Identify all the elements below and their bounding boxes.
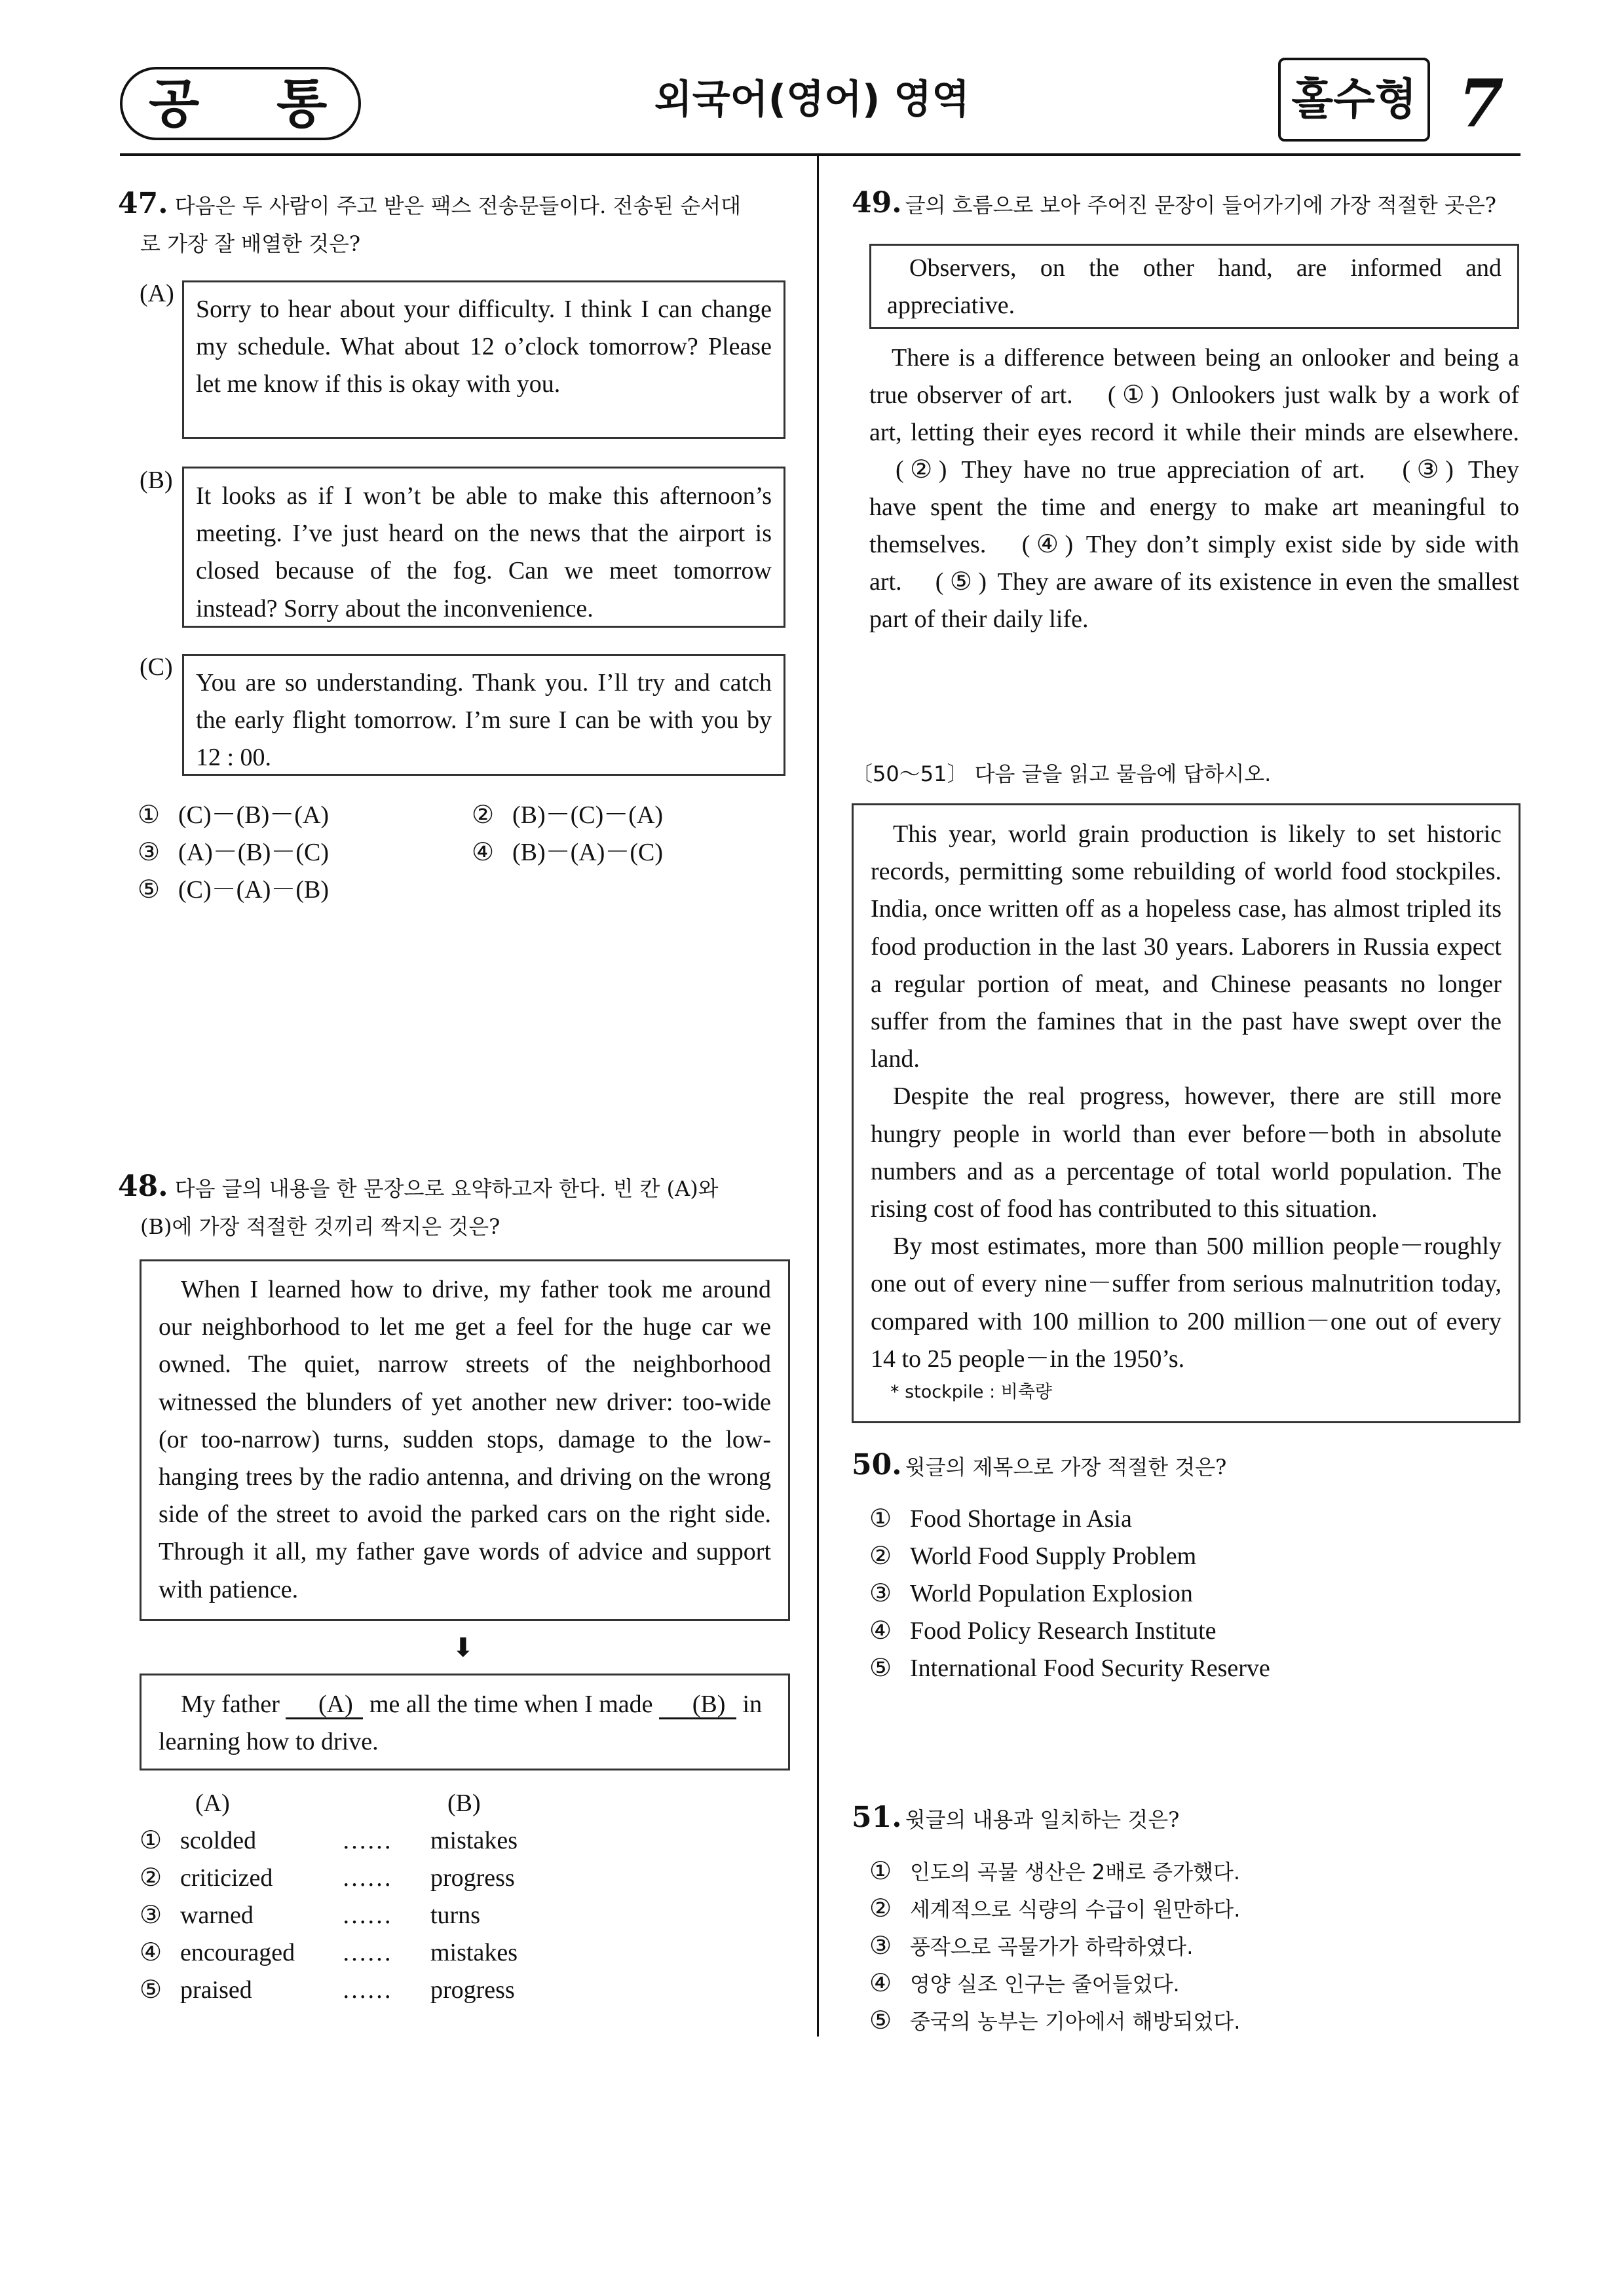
choice-number: ④ [869, 1970, 892, 1997]
header-rule [120, 153, 1520, 156]
choice-text: World Population Explosion [910, 1580, 1193, 1607]
choice-48-3[interactable] [140, 1897, 480, 1934]
dots: …… [342, 1827, 392, 1854]
form-type-box: 홀수형 [1278, 58, 1430, 142]
choice-50-1[interactable] [869, 1501, 1132, 1538]
choice-47-5[interactable] [138, 871, 329, 909]
footnote: * stockpile : 비축량 [890, 1382, 1052, 1403]
subject-char-2: 통 [276, 73, 328, 134]
summary-box [140, 1674, 790, 1770]
choice-number: ⑤ [138, 876, 161, 904]
fax-c-text: You are so understanding. Thank you. I’ll try and catch the early flight tomorrow. I’m sure I can be with you by 12 : 00. [196, 669, 772, 772]
fax-a-box [182, 280, 785, 439]
question-prompt-line-1: 다음은 두 사람이 주고 받은 팩스 전송문들이다. 전송된 순서대 [174, 193, 742, 218]
q48-passage-text: When I learned how to drive, my father took me around our neighborhood to let me get a feel for the huge car we owned. The quiet, narrow streets of the neighborhood witnessed the blunders of yet another new driver: too-wide (or too-narrow) turns, sudden stops, damage to the low-hanging trees by the radio antenna, and driving on the wrong side of the street to avoid the parked cars on the right side. Through it all, my father gave words of advice and support with patience. [159, 1276, 771, 1603]
choice-text: World Food Supply Problem [910, 1542, 1197, 1570]
question-number: 51. [852, 1801, 902, 1834]
choice-text: (C)－(B)－(A) [178, 801, 330, 829]
given-sentence: Observers, on the other hand, are informed and appreciative. [887, 254, 1501, 320]
choice-number: ③ [140, 1902, 162, 1929]
choice-50-3[interactable] [869, 1575, 1193, 1613]
choice-number: ④ [472, 839, 495, 866]
choice-a: warned [180, 1902, 254, 1929]
fax-b-box [182, 467, 785, 628]
choice-a: criticized [180, 1864, 273, 1892]
choice-text: 인도의 곡물 생산은 2배로 증가했다. [910, 1860, 1240, 1885]
question-prompt: 윗글의 내용과 일치하는 것은? [905, 1807, 1180, 1832]
choice-48-1[interactable] [140, 1822, 518, 1860]
fax-c-label: (C) [140, 653, 173, 681]
choice-48-5[interactable] [140, 1972, 515, 2009]
page-header [0, 0, 1624, 157]
q49-sentence-4: They don’t simply exist side by side with art. [869, 531, 1519, 596]
fax-b-text: It looks as if I won’t be able to make this afternoon’s meeting. I’ve just heard on the news that the airport is closed because of the fog. Can we meet tomorrow instead? Sorry about the inconvenience. [196, 482, 772, 622]
insertion-marker-3[interactable]: ( ③ ) [1402, 456, 1454, 484]
choice-number: ⑤ [140, 1976, 162, 2004]
choice-number: ② [869, 1895, 892, 1923]
choice-number: ① [140, 1827, 162, 1854]
column-divider [817, 156, 819, 2037]
question-prompt-line-2: 로 가장 잘 배열한 것은? [140, 231, 361, 256]
q49-sentence-5: They are aware of its existence in even the smallest part of their daily life. [869, 568, 1519, 633]
fax-c-box [182, 654, 785, 776]
choice-48-2[interactable] [140, 1860, 515, 1897]
passage-paragraph-3: By most estimates, more than 500 million people－roughly one out of every nine－suffer from serious malnutrition today, compared with 100 million to 200 million－one out of every 14 to 25 people－in the 1950’s. [871, 1233, 1501, 1373]
q49-sentence-0: There is a difference between being an onlooker and being a true observer of art. [869, 344, 1519, 409]
choice-51-5[interactable] [869, 2002, 1240, 2040]
col-header-a: (A) [195, 1789, 230, 1817]
fax-b-label: (B) [140, 467, 173, 494]
col-header-b: (B) [447, 1789, 481, 1817]
choice-50-4[interactable] [869, 1613, 1217, 1650]
fax-a-label: (A) [140, 280, 174, 307]
summary-text-2: me all the time when I made [369, 1691, 653, 1718]
dots: …… [342, 1939, 392, 1966]
q49-sentence-2: They have no true appreciation of art. [961, 456, 1365, 484]
choice-b: progress [430, 1864, 515, 1892]
question-48 [118, 1168, 793, 1246]
choice-51-2[interactable] [869, 1890, 1240, 1928]
question-prompt: 윗글의 제목으로 가장 적절한 것은? [905, 1455, 1227, 1480]
question-50 [852, 1448, 1226, 1486]
choice-47-2[interactable] [472, 797, 663, 834]
insertion-marker-4[interactable]: ( ④ ) [1021, 531, 1074, 558]
choice-text: (A)－(B)－(C) [178, 839, 330, 866]
choice-50-5[interactable] [869, 1650, 1270, 1687]
choice-47-1[interactable] [138, 797, 329, 834]
given-sentence-box [869, 244, 1519, 329]
choice-51-3[interactable] [869, 1928, 1193, 1966]
summary-text-3: in learning how to drive. [159, 1691, 763, 1756]
group-instruction: 〔50～51〕 다음 글을 읽고 물음에 답하시오. [852, 761, 1272, 786]
choice-number: ② [472, 801, 495, 829]
choice-number: ② [140, 1864, 162, 1892]
choice-b: mistakes [430, 1827, 518, 1854]
question-49 [852, 186, 1496, 224]
passage-paragraph-1: This year, world grain production is likely to set historic records, permitting some rebuilding of world food stockpiles. India, once written off as a hopeless case, has almost tripled its food production in the last 30 years. Laborers in Russia expect a regular portion of meat, and Chinese peasants no longer suffer from the famines that in the past have swept over the land. [871, 820, 1501, 1073]
choice-text: 풍작으로 곡물가가 하락하였다. [910, 1934, 1194, 1959]
q49-sentence-1: Onlookers just walk by a work of art, letting their eyes record it while their minds are elsewhere. [869, 381, 1520, 446]
choice-text: (C)－(A)－(B) [178, 876, 330, 904]
question-prompt: 글의 흐름으로 보아 주어진 문장이 들어가기에 가장 적절한 곳은? [905, 193, 1496, 218]
choice-number: ⑤ [869, 2007, 892, 2035]
q48-passage-box [140, 1259, 790, 1621]
choice-number: ④ [140, 1939, 162, 1966]
summary-text-1: My father [181, 1691, 280, 1718]
choice-number: ① [138, 801, 161, 829]
insertion-marker-1[interactable]: ( ① ) [1107, 381, 1160, 409]
question-number: 50. [852, 1448, 902, 1482]
choice-number: ③ [869, 1580, 892, 1607]
choice-a: praised [180, 1976, 252, 2004]
choice-47-4[interactable] [472, 834, 663, 871]
blank-b: (B) [659, 1691, 736, 1719]
page-number: 7 [1458, 65, 1504, 142]
insertion-marker-2[interactable]: ( ② ) [896, 456, 947, 484]
choice-text: Food Shortage in Asia [910, 1505, 1132, 1533]
section-title: 외국어(영어) 영역 [654, 77, 970, 123]
dots: …… [342, 1902, 392, 1929]
choice-text: (B)－(A)－(C) [512, 839, 664, 866]
choice-text: 영양 실조 인구는 줄어들었다. [910, 1972, 1180, 1997]
question-number: 48. [118, 1170, 168, 1203]
question-47 [118, 185, 793, 263]
question-prompt-line-2: (B)에 가장 적절한 것끼리 짝지은 것은? [140, 1214, 500, 1239]
choice-text: Food Policy Research Institute [910, 1617, 1217, 1645]
choice-number: ③ [869, 1932, 892, 1960]
choice-b: turns [430, 1902, 480, 1929]
choice-text: 세계적으로 식량의 수급이 원만하다. [910, 1897, 1241, 1922]
choice-a: encouraged [180, 1939, 295, 1966]
choice-b: mistakes [430, 1939, 518, 1966]
insertion-marker-5[interactable]: ( ⑤ ) [935, 568, 987, 596]
choice-a: scolded [180, 1827, 257, 1854]
choice-number: ② [869, 1542, 892, 1570]
subject-char-1: 공 [149, 73, 200, 134]
choice-text: International Food Security Reserve [910, 1655, 1270, 1682]
question-number: 49. [852, 186, 902, 220]
choice-text: (B)－(C)－(A) [512, 801, 664, 829]
choice-number: ③ [138, 839, 161, 866]
dots: …… [342, 1864, 392, 1892]
choice-47-3[interactable] [138, 834, 329, 871]
choice-number: ① [869, 1505, 892, 1533]
passage-paragraph-2: Despite the real progress, however, there are still more hungry people in world than ever before－both in absolute numbers and as a percentage of total world population. The rising cost of food has contributed to this situation. [871, 1082, 1501, 1223]
q49-sentence-3: They have spent the time and energy to make art meaningful to themselves. [869, 456, 1519, 558]
question-prompt-line-1: 다음 글의 내용을 한 문장으로 요약하고자 한다. 빈 칸 (A)와 [174, 1176, 719, 1201]
choice-48-4[interactable] [140, 1934, 518, 1972]
choice-51-4[interactable] [869, 1965, 1180, 2003]
choice-number: ④ [869, 1617, 892, 1645]
choice-text: 중국의 농부는 기아에서 해방되었다. [910, 2009, 1241, 2034]
choice-50-2[interactable] [869, 1538, 1196, 1575]
choice-number: ⑤ [869, 1655, 892, 1682]
question-number: 47. [118, 187, 168, 220]
fax-a-text: Sorry to hear about your difficulty. I think I can change my schedule. What about 12 o’clock tomorrow? Please let me know if this is okay with you. [196, 296, 772, 398]
choice-b: progress [430, 1976, 515, 2004]
q50-51-passage-box [852, 803, 1520, 1423]
choice-51-1[interactable] [869, 1853, 1240, 1891]
question-51 [852, 1801, 1179, 1839]
q49-passage [869, 339, 1519, 638]
down-arrow-icon: ⬇ [452, 1633, 474, 1663]
blank-a: (A) [286, 1691, 363, 1719]
choice-number: ① [869, 1858, 892, 1885]
dots: …… [342, 1976, 392, 2004]
